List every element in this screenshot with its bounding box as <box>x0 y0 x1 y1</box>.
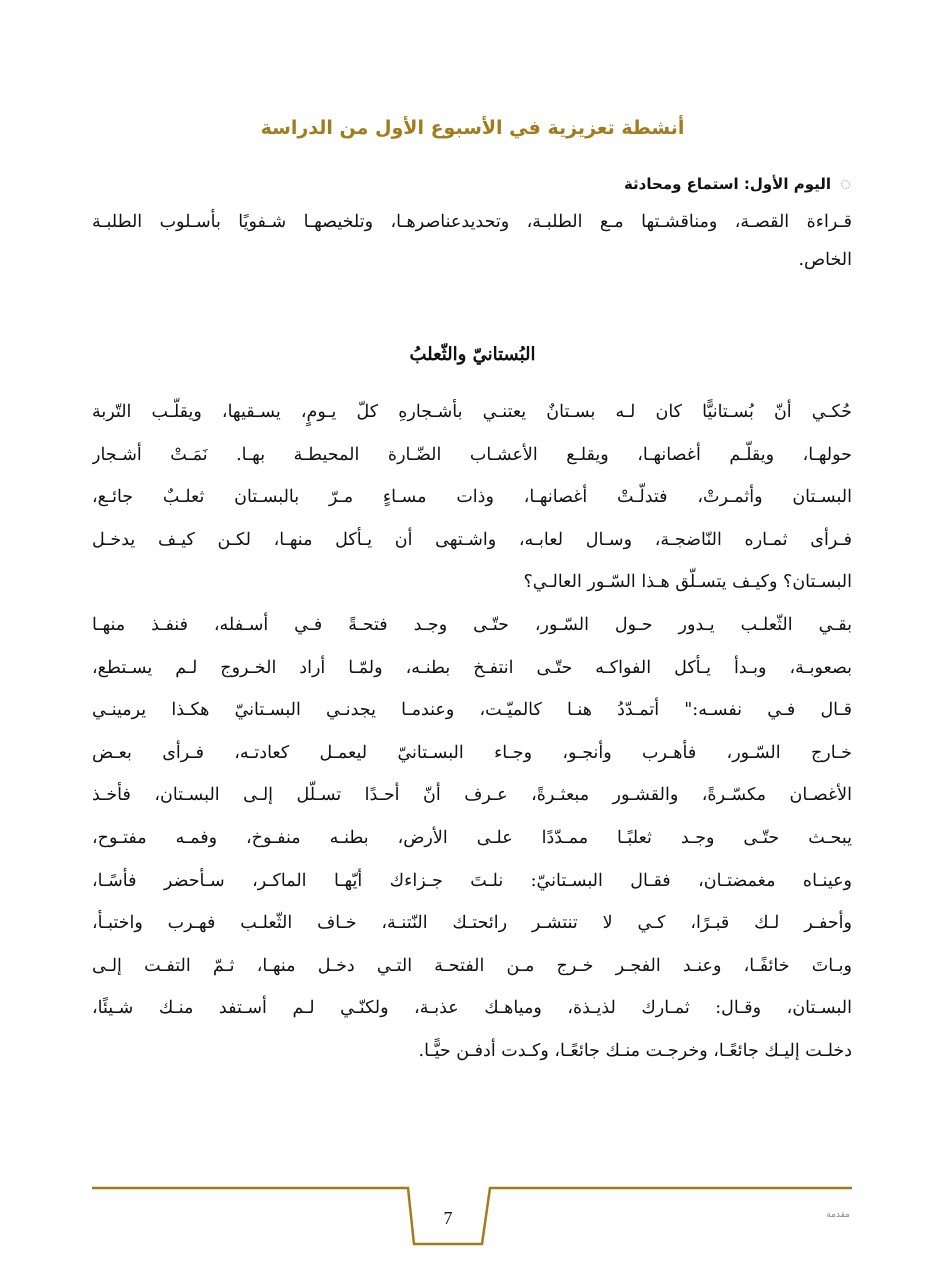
activity-heading-text: اليوم الأول: استماع ومحادثة <box>623 175 831 193</box>
text-line: وبـاتَ خائفًـا، وعنـد الفجـر خـرج مـن الفتحـة التـي دخـل منهـا، ثـمّ التفـت إلـى <box>92 955 852 976</box>
text-line: حولهـا، ويقلّـم أغصانهـا، ويقلـع الأعشـاب الضّـارة المحيطـة بهـا. نَمَـتْ أشـجار <box>92 444 852 465</box>
text-line: الخاص. <box>798 250 852 270</box>
text-line: خـارج السّـور، فأهـرب وأنجـو، وجـاء البسـتانيّ ليعمـل كعادتـه، فـرأى بعـض <box>92 742 852 763</box>
text-line: فـرأى ثمـاره النّاضجـة، وسـال لعابـه، واشـتهى أن يـأكل منهـا، لكـن كيـف يدخـل <box>92 529 852 550</box>
text-line: وأحفـر لـك قبـرًا، كـي لا تنتشـر رائحتـك النّتنـة، خـاف الثّعلـب فهـرب واختبـأ، <box>92 913 852 934</box>
activity-heading <box>624 170 850 198</box>
story-title: البُستانيّ والثّعلبُ <box>409 344 536 365</box>
text-line: قـال فـي نفسـه:" أتمـدّدُ هنـا كالميّـت، وعندمـا يجدنـي البسـتانيّ هكـذا يرمينـي <box>92 700 852 721</box>
text-line: بصعوبـة، وبـدأ يـأكل الفواكـه حتّـى انتفـخ بطنـه، ولمّـا أراد الخـروج لـم يسـتطع، <box>92 657 852 678</box>
text-line: حُكـي أنّ بُسـتانيًّا كان لـه بسـتانٌ يعتنـي بأشـجارهِ كلّ يـومٍ، يسـقيها، ويقلّـب التّربة <box>92 402 852 422</box>
text-line: البسـتان؟ وكيـف يتسـلّق هـذا السّـور العالـي؟ <box>523 572 852 593</box>
text-line: البسـتان، وقـال: ثمـارك لذيـذة، ومياهـك عذبـة، ولكنّـي لـم أسـتفد منـك شـيئًا، <box>92 998 852 1019</box>
text-line: قـراءة القصـة، ومناقشـتها مـع الطلبـة، وتحديدعناصرهـا، وتلخيصهـا شـفويًا بأسـلوب الطلبـة <box>92 212 852 232</box>
activity-description <box>92 203 852 279</box>
text-line: يبحـث حتّـى وجـد ثعلبًـا ممـدّدًا علـى الأرض، بطنـه منفـوخ، وفمـه مفتـوح، <box>92 827 852 848</box>
story-body <box>92 391 852 1073</box>
page-title: أنشطة تعزيزية في الأسبوع الأول من الدراسة <box>260 117 685 139</box>
bullet-icon <box>841 180 850 189</box>
text-line: الأغصـان مكسّـرةً، والقشـور مبعثـرةً، عـرف أنّ أحـدًا تسـلّل إلـى البسـتان، فأخـذ <box>92 785 852 806</box>
text-line: دخلـت إليـك جائعًـا، وخرجـت منـك جائعًـا، وكـدت أدفـن حيًّـا. <box>418 1040 852 1061</box>
section-label: مقدمة <box>826 1210 850 1220</box>
page-number: 7 <box>443 1208 453 1228</box>
text-line: بقـي الثّعلـب يـدور حـول السّـور، حتّـى وجـد فتحـةً فـي أسـفله، فنفـذ منهـا <box>92 614 852 635</box>
text-line: البسـتان وأثمـرتْ، فتدلّـتْ أغصانهـا، وذات مسـاءٍ مـرّ بالبسـتان ثعلـبٌ جائـع، <box>92 487 852 508</box>
text-line: وعينـاه مغمضتـان، فقـال البسـتانيّ: نلـتَ جـزاءك أيّهـا الماكـر، سـأحضر فأسًـا، <box>92 870 852 891</box>
